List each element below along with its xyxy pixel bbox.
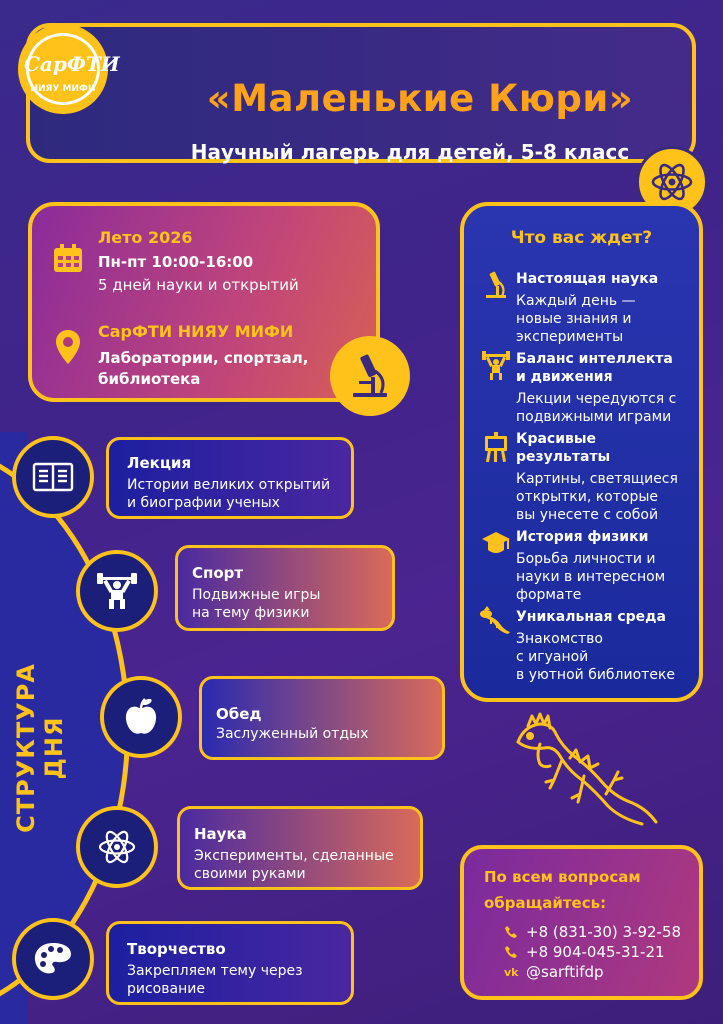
feature-title-0: Настоящая наука <box>516 271 659 287</box>
schedule-text-line-1: рисование <box>127 981 205 997</box>
schedule-text-line-0: Истории великих открытий <box>127 477 331 493</box>
feature-text-0-line-2: эксперименты <box>516 329 624 345</box>
schedule-icon-badge <box>12 918 94 1000</box>
feature-text-4-line-2: в уютной библиотеке <box>516 667 676 683</box>
schedule-item-lecture <box>106 437 354 519</box>
schedule-title: Спорт <box>192 564 244 582</box>
easel-icon <box>482 432 510 462</box>
apple-icon <box>123 697 159 737</box>
feature-title-2-line-0: Красивые <box>516 431 597 447</box>
feature-text-4-line-1: с игуаной <box>516 649 589 665</box>
weightlifter-icon <box>97 571 137 611</box>
palette-icon <box>33 941 73 977</box>
feature-text-3-line-2: формате <box>516 587 582 603</box>
header-panel <box>26 23 696 163</box>
days-text: 5 дней науки и открытий <box>98 276 299 294</box>
schedule-text-line-1: на тему физики <box>192 605 310 621</box>
microscope-badge <box>330 336 410 416</box>
schedule-text-line-0: Закрепляем тему через <box>127 963 303 979</box>
contacts-panel <box>460 845 703 1000</box>
sarfti-logo <box>18 24 120 114</box>
feature-text-3-line-0: Борьба личности и <box>516 551 656 567</box>
iguana-illustration <box>510 710 660 830</box>
schedule-title: Творчество <box>127 940 226 958</box>
vk-handle[interactable]: @sarftifdp <box>526 963 604 981</box>
structure-label: СТРУКТУРА ДНЯ <box>12 663 68 833</box>
schedule-text-line-1: своими руками <box>194 866 306 882</box>
location-pin-icon <box>56 330 80 364</box>
season-label: Лето 2026 <box>98 228 193 247</box>
schedule-icon-badge <box>12 436 94 518</box>
schedule-item-creativity <box>106 921 354 1005</box>
book-icon <box>32 460 74 494</box>
feature-title-1-line-1: и движения <box>516 369 613 385</box>
microscope-icon <box>482 270 510 300</box>
page-title: «Маленькие Кюри» <box>206 77 634 120</box>
place-title: СарФТИ НИЯУ МИФИ <box>98 322 294 341</box>
feature-text-2-line-1: открытки, которые <box>516 489 659 505</box>
feature-text-2-line-0: Картины, светящиеся <box>516 471 678 487</box>
schedule-icon-badge <box>100 676 182 758</box>
iguana-icon <box>478 606 512 636</box>
contacts-title-line2: обращайтесь: <box>484 894 607 912</box>
schedule-text-line-1: и биографии ученых <box>127 495 280 511</box>
microscope-icon <box>347 351 393 401</box>
schedule-item-science <box>177 806 423 890</box>
schedule-text-line-0: Эксперименты, сделанные <box>194 848 394 864</box>
feature-title-3: История физики <box>516 529 649 545</box>
page-subtitle: Научный лагерь для детей, 5-8 класс <box>190 140 630 164</box>
phone-icon <box>504 945 518 959</box>
feature-title-1-line-0: Баланс интеллекта <box>516 351 673 367</box>
schedule-title: Обед <box>216 705 262 723</box>
facilities-line1: Лаборатории, спортзал, <box>98 349 309 367</box>
atom-icon <box>97 827 137 867</box>
logo-text: СарФТИ <box>24 52 120 76</box>
schedule-item-lunch <box>199 676 445 760</box>
schedule-title: Лекция <box>127 454 192 472</box>
atom-icon <box>650 160 694 204</box>
feature-title-2-line-1: результаты <box>516 449 611 465</box>
schedule-title: Наука <box>194 825 247 843</box>
info-panel <box>28 202 380 402</box>
feature-text-3-line-1: науки в интересном <box>516 569 666 585</box>
features-panel <box>460 202 703 702</box>
feature-text-1-line-0: Лекции чередуются с <box>516 391 677 407</box>
feature-text-0-line-1: новые знания и <box>516 311 632 327</box>
feature-text-2-line-2: вы унесете с собой <box>516 507 659 523</box>
graduation-cap-icon <box>482 528 510 558</box>
vk-icon: vk <box>504 966 519 979</box>
feature-text-1-line-1: подвижными играми <box>516 409 672 425</box>
weightlifter-icon <box>482 351 510 381</box>
phone-1[interactable]: +8 (831-30) 3-92-58 <box>526 923 682 941</box>
schedule-text-line-0: Заслуженный отдых <box>216 726 369 742</box>
feature-text-4-line-0: Знакомство <box>516 631 603 647</box>
phone-2[interactable]: +8 904-045-31-21 <box>526 943 665 961</box>
schedule-text-line-0: Подвижные игры <box>192 587 321 603</box>
schedule-text: Пн-пт 10:00-16:00 <box>98 253 254 271</box>
calendar-icon <box>52 242 84 274</box>
features-title: Что вас ждет? <box>510 228 653 248</box>
schedule-icon-badge <box>76 550 158 632</box>
feature-title-4: Уникальная среда <box>516 609 666 625</box>
feature-text-0-line-0: Каждый день — <box>516 293 636 309</box>
phone-icon <box>504 925 518 939</box>
schedule-icon-badge <box>76 806 158 888</box>
logo-subtext: НИЯУ МИФИ <box>30 84 96 94</box>
contacts-title-line1: По всем вопросам <box>484 868 641 886</box>
facilities-line2: библиотека <box>98 370 201 388</box>
schedule-item-sport <box>175 545 395 631</box>
